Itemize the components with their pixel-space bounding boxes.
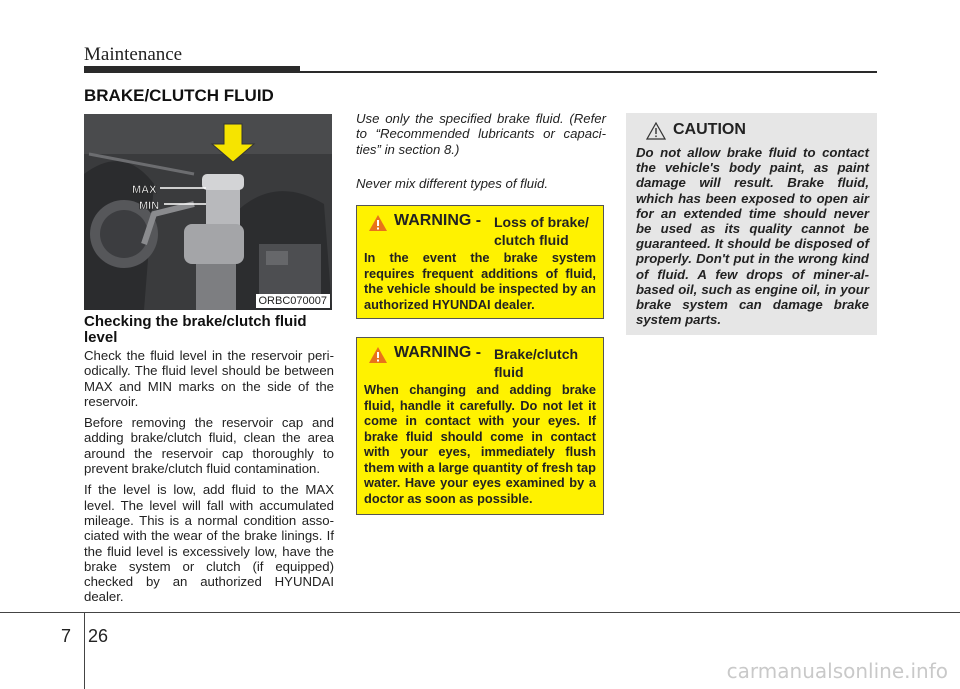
warning-subtitle: Brake/clutch: [494, 346, 579, 362]
warning-box-loss-of-fluid: [356, 205, 604, 319]
watermark: carmanualsonline.info: [726, 659, 948, 683]
header-rule-thin: [300, 71, 877, 73]
body-text-column: [84, 348, 334, 611]
warning-box-brake-fluid: [356, 337, 604, 515]
chapter-number: 7: [61, 626, 72, 646]
warning-header: [364, 344, 596, 382]
header-rule-thick: [84, 66, 300, 73]
warning-triangle-icon: [368, 346, 388, 364]
page-number: 26: [88, 626, 109, 646]
footer-rule: [0, 612, 960, 613]
footer-divider: [84, 612, 85, 689]
min-mark-label: MIN: [139, 200, 160, 212]
caution-header: [636, 121, 869, 145]
body-paragraph: If the level is low, add fluid to the MAX level. The level will fall with accumulated mileage. This is a normal condition asso-ciated with the wear of the brake linings. If the fluid level is excessively low, have the brake system or clutch (if equipped) checked by an authorized HYUNDAI dealer.: [84, 482, 334, 605]
caution-triangle-icon: [646, 122, 666, 140]
body-paragraph: Before removing the reservoir cap and adding brake/clutch fluid, clean the area around the reservoir cap thoroughly to prevent brake/clutch fluid contamination.: [84, 415, 334, 477]
figure-code: ORBC070007: [256, 294, 331, 308]
max-mark-label: MAX: [132, 184, 157, 196]
caution-text: Do not allow brake fluid to contact the vehicle's body paint, as paint damage will result. Brake fluid, which has been exposed to open air for an extended time should never be used as its quality cannot be guaranteed. It should be disposed of properly. Don't put in the wrong kind of fluid. A few drops of miner-al-based oil, such as engine oil, in your brake system can damage brake system parts.: [636, 145, 869, 328]
caution-box: [626, 113, 877, 335]
subsection-heading: Checking the brake/clutch fluid level: [84, 313, 307, 346]
reservoir-illustration: [84, 114, 332, 310]
fluid-mix-note: Never mix different types of fluid.: [356, 176, 549, 191]
warning-triangle-icon: [368, 214, 388, 232]
section-title: BRAKE/CLUTCH FLUID: [84, 86, 274, 105]
fluid-spec-note: Use only the specified brake fluid. (Refer to “Recommended lubricants or capaci-ties” in section 8.): [356, 111, 606, 157]
warning-label: WARNING -: [394, 344, 482, 361]
warning-header: [364, 212, 596, 250]
body-paragraph: Check the fluid level in the reservoir peri-odically. The fluid level should be between MAX and MIN marks on the side of the reservoir.: [84, 348, 334, 409]
warning-subtitle-line2: fluid: [494, 364, 524, 380]
engine-bay-photo: [84, 114, 332, 310]
warning-subtitle-line2: clutch fluid: [494, 232, 569, 248]
warning-text: In the event the brake system requires frequent additions of fluid, the vehicle should be inspected by an authorized HYUNDAI dealer.: [364, 250, 596, 312]
warning-label: WARNING -: [394, 212, 482, 229]
page-header-title: Maintenance: [84, 44, 183, 65]
warning-subtitle: Loss of brake/: [494, 214, 589, 230]
warning-text: When changing and adding brake fluid, handle it carefully. Do not let it come in contact with your eyes. If brake fluid should come in contact with your eyes, immediately flush them with a large quantity of fresh tap water. Have your eyes examined by a doctor as soon as possible.: [364, 382, 596, 506]
caution-title: CAUTION: [673, 121, 746, 138]
